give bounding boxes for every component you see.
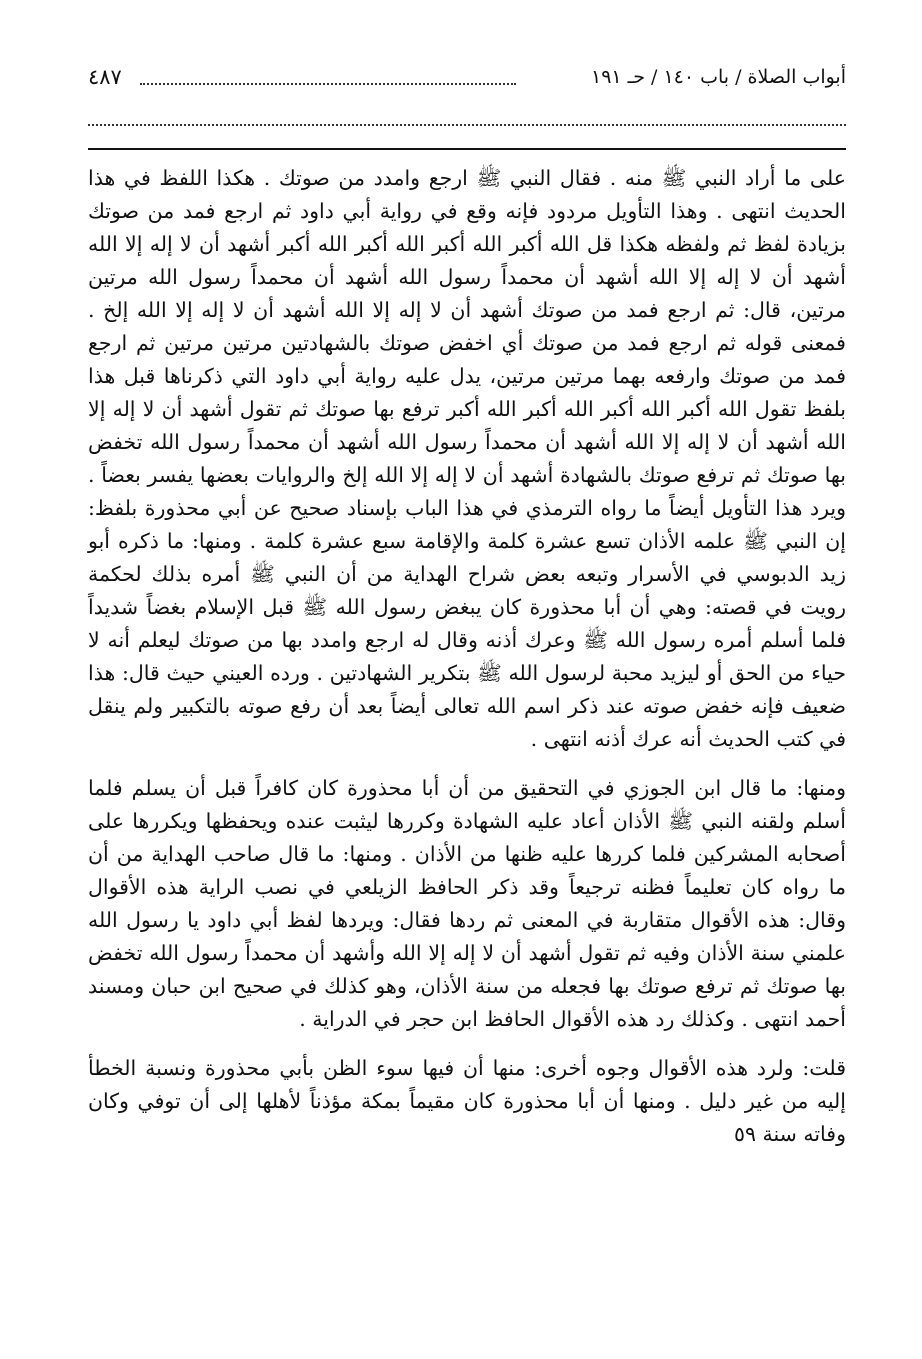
page-number: ٤٨٧	[88, 65, 122, 89]
running-title: أبواب الصلاة / باب ١٤٠ / حـ ١٩١	[590, 66, 846, 88]
body-text	[88, 162, 846, 1151]
dotted-separator	[88, 124, 846, 126]
running-head	[88, 60, 846, 94]
page	[88, 60, 846, 1151]
header-dotted-leader	[140, 83, 516, 85]
paragraph-3: قلت: ولرد هذه الأقوال وجوه أخرى: منها أن فيها سوء الظن بأبي محذورة ونسبة الخطأ إليه من غير دليل . ومنها أن أبا محذورة كان مقيماً بمكة مؤذناً لأهلها إلى أن توفي وكان وفاته سنة ٥٩	[88, 1056, 846, 1146]
paragraph-2: ومنها: ما قال ابن الجوزي في التحقيق من أن أبا محذورة كان كافراً قبل أن يسلم فلما أسلم ولقنه النبي ﷺ الأذان أعاد عليه الشهادة وكررها ليثبت عنده ويحفظها ويكررها على أصحابه المشركين فلما كررها عليه ظنها من الأذان . ومنها: ما قال صاحب الهداية من أن ما رواه كان تعليماً فظنه ترجيعاً وقد ذكر الحافظ الزيلعي في نصب الراية هذه الأقوال وقال: هذه الأقوال متقاربة في المعنى ثم ردها فقال: ويردها لفظ أبي داود يا رسول الله علمني سنة الأذان وفيه ثم تقول أشهد أن لا إله إلا الله وأشهد أن محمداً رسول الله تخفض بها صوتك ثم ترفع صوتك بها فجعله من سنة الأذان، وهو كذلك في صحيح ابن حبان ومسند أحمد انتهى . وكذلك رد هذه الأقوال الحافظ ابن حجر في الدراية .	[88, 776, 846, 1031]
header-rule	[88, 148, 846, 150]
paragraph-1: على ما أراد النبي ﷺ منه . فقال النبي ﷺ ارجع وامدد من صوتك . هكذا اللفظ في هذا الحديث انتهى . وهذا التأويل مردود فإنه وقع في رواية أبي داود ثم ارجع فمد من صوتك بزيادة لفظ ثم ولفظه هكذا قل الله أكبر الله أكبر الله أكبر الله أكبر أشهد أن لا إله إلا الله أشهد أن لا إله إلا الله أشهد أن محمداً رسول الله أشهد أن محمداً رسول الله مرتين مرتين، قال: ثم ارجع فمد من صوتك أشهد أن لا إله إلا الله أشهد أن لا إله إلا الله إلخ . فمعنى قوله ثم ارجع فمد من صوتك أي اخفض صوتك بالشهادتين مرتين مرتين ثم ارجع فمد من صوتك وارفعه بهما مرتين مرتين، يدل عليه رواية أبي داود التي ذكرناها قبل هذا بلفظ تقول الله أكبر الله أكبر الله أكبر الله أكبر ترفع بها صوتك ثم تقول أشهد أن لا إله إلا الله أشهد أن لا إله إلا الله أشهد أن محمداً رسول الله أشهد أن محمداً رسول الله تخفض بها صوتك ثم ترفع صوتك بالشهادة أشهد أن لا إله إلا الله إلخ والروايات بعضها يفسر بعضاً . ويرد هذا التأويل أيضاً ما رواه الترمذي في هذا الباب بإسناد صحيح عن أبي محذورة بلفظ: إن النبي ﷺ علمه الأذان تسع عشرة كلمة والإقامة سبع عشرة كلمة . ومنها: ما ذكره أبو زيد الدبوسي في الأسرار وتبعه بعض شراح الهداية من أن النبي ﷺ أمره بذلك لحكمة رويت في قصته: وهي أن أبا محذورة كان يبغض رسول الله ﷺ قبل الإسلام بغضاً شديداً فلما أسلم أمره رسول الله ﷺ وعرك أذنه وقال له ارجع وامدد بها من صوتك ليعلم أنه لا حياء من الحق أو ليزيد محبة لرسول الله ﷺ بتكرير الشهادتين . ورده العيني حيث قال: هذا ضعيف فإنه خفض صوته عند ذكر اسم الله تعالى أيضاً بعد أن رفع صوته بالتكبير ولم ينقل في كتب الحديث أنه عرك أذنه انتهى .	[88, 166, 846, 751]
